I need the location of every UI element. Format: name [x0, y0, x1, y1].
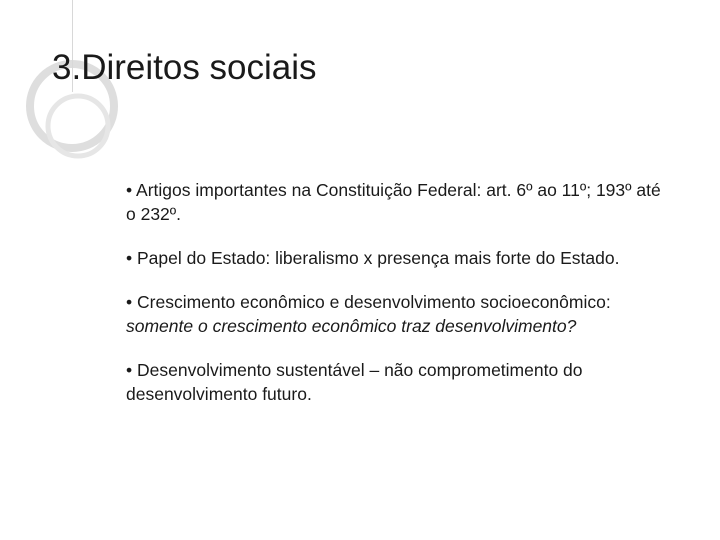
bullet-text: Papel do Estado: liberalismo x presença mais forte do Estado.	[132, 248, 620, 268]
bullet-item	[126, 290, 666, 338]
bullet-glyph: •	[126, 292, 133, 312]
bullet-glyph: •	[126, 248, 133, 268]
bullet-item	[126, 246, 666, 270]
bullet-item	[126, 358, 666, 406]
bullet-text: Crescimento econômico e desenvolvimento socioeconômico:	[132, 292, 611, 312]
slide-title: 3.Direitos sociais	[52, 48, 317, 87]
bullet-glyph: •	[126, 180, 133, 200]
bullet-list	[126, 178, 666, 406]
decorative-circles	[0, 0, 120, 200]
bullet-glyph: •	[126, 360, 133, 380]
bullet-text: Desenvolvimento sustentável – não comprometimento do desenvolvimento futuro.	[126, 360, 583, 404]
bullet-text: Artigos importantes na Constituição Federal: art. 6º ao 11º; 193º até o 232º.	[126, 180, 661, 224]
bullet-italic-text: somente o crescimento econômico traz desenvolvimento?	[126, 316, 577, 336]
bullet-item	[126, 178, 666, 226]
